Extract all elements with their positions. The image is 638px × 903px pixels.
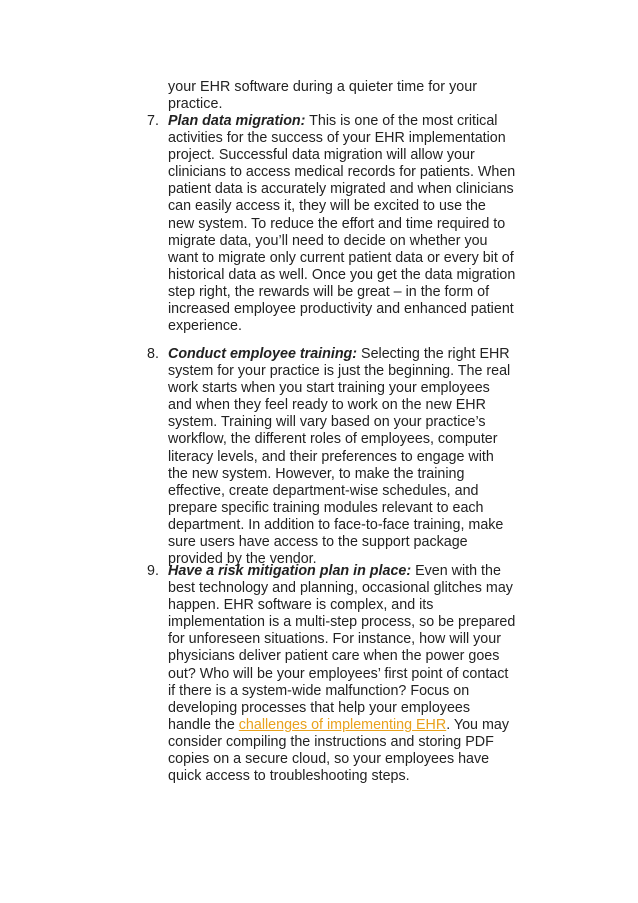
list-item-lead: Plan data migration:	[168, 113, 306, 129]
list-item-number: 8.	[147, 346, 159, 362]
list-item-body	[168, 346, 516, 568]
list-item-text: Even with the best technology and planning, occasional glitches may happen. EHR software is complex, and its implementation is a multi-step process, so be prepared for unforeseen situations. For instance, how will your physicians deliver patient care when the power goes out? Who will be your employees’ first point of contact if there is a system-wide malfunction? Focus on developing processes that help your employees handle the	[168, 563, 516, 733]
challenges-link[interactable]: challenges of implementing EHR	[238, 716, 447, 733]
list-item-text: Selecting the right EHR system for your practice is just the beginning. The real work starts when you start training your employees and when they feel ready to work on the new EHR system. Training will vary based on your practice’s workflow, the different roles of employees, computer literacy levels, and their preferences to engage with the new system. However, to make the training effective, create department-wise schedules, and prepare specific training modules relevant to each department. In addition to face-to-face training, make sure users have access to the support package provided by the vendor.	[168, 346, 511, 568]
continuation-paragraph: your EHR software during a quieter time for your practice.	[168, 79, 478, 113]
list-item-number: 7.	[147, 113, 159, 129]
list-item-text: This is one of the most critical activities for the success of your EHR implementation project. Successful data migration will allow your clinicians to access medical records for patients. When patient data is accurately migrated and when clinicians can easily access it, they will be excited to use the new system. To reduce the effort and time required to migrate data, you’ll need to decide on whether you want to migrate only current patient data or every bit of historical data as well. Once you get the data migration step right, the rewards will be great – in the form of increased employee productivity and enhanced patient experience.	[168, 113, 516, 335]
list-item-text-after-link: . You may consider compiling the instructions and storing PDF copies on a secure cloud, so your employees have quick access to troubleshooting steps.	[168, 716, 509, 785]
list-item-lead: Have a risk mitigation plan in place:	[168, 563, 412, 579]
list-item-lead: Conduct employee training:	[168, 346, 358, 362]
list-item-body	[168, 113, 516, 335]
list-item-number: 9.	[147, 563, 159, 579]
list-item-body	[168, 563, 516, 785]
